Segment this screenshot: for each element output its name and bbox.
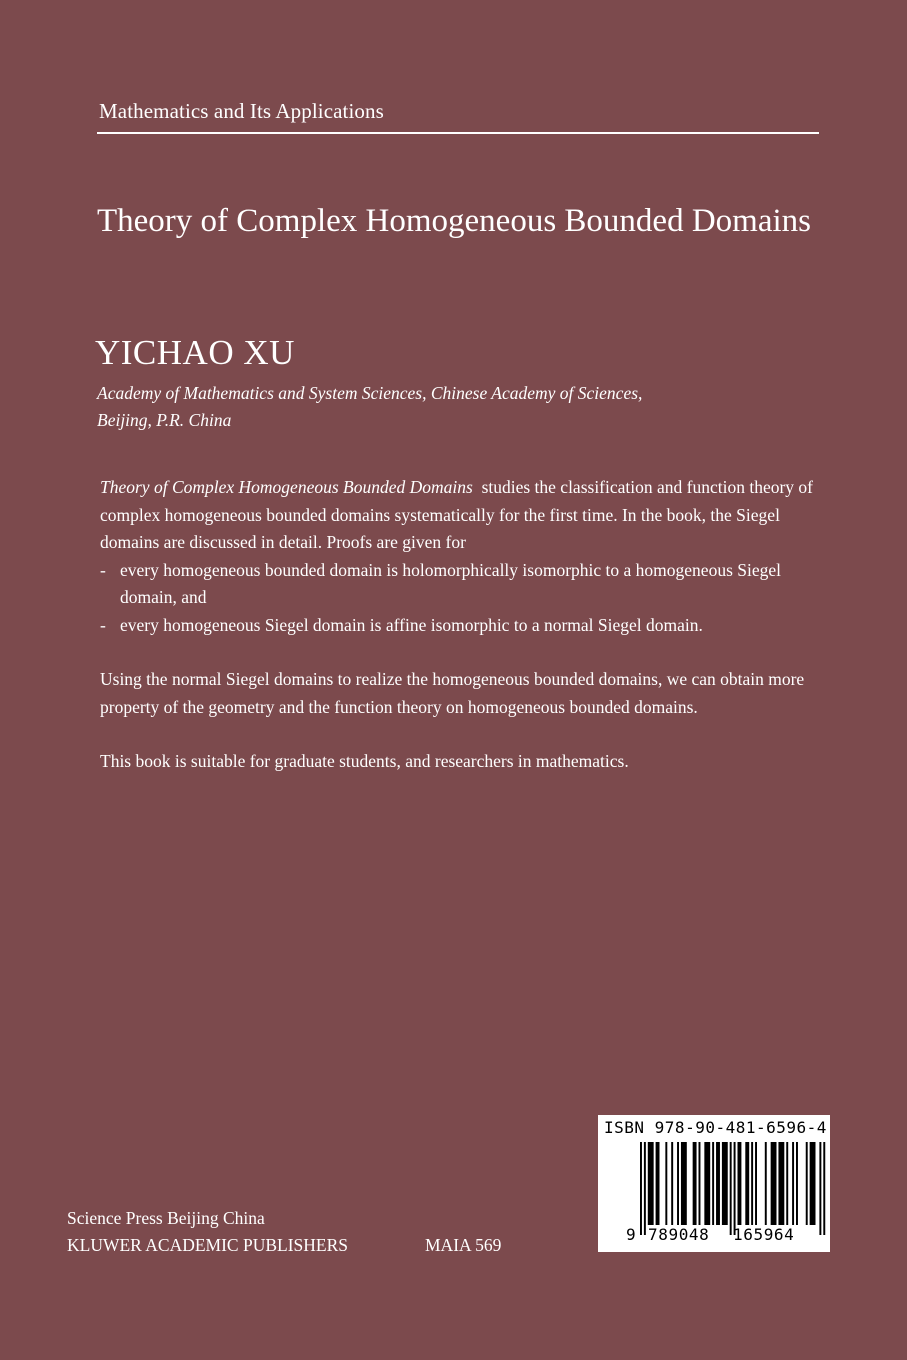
- barcode-bar: [648, 1142, 654, 1225]
- affiliation-line-1: Academy of Mathematics and System Sciences, Chinese Academy of Sciences,: [97, 383, 643, 403]
- series-name: Mathematics and Its Applications: [99, 99, 384, 123]
- ean-first-digit: 9: [626, 1225, 636, 1244]
- barcode-guard-bar: [730, 1142, 732, 1235]
- description-intro: [100, 474, 840, 557]
- barcode-bar: [778, 1142, 784, 1225]
- barcode-bar: [699, 1142, 701, 1225]
- barcode-bar: [738, 1142, 742, 1225]
- barcode-bar: [765, 1142, 767, 1225]
- barcode-bar: [712, 1142, 714, 1225]
- barcode-bar: [806, 1142, 808, 1225]
- description-bullet-1: [100, 557, 840, 612]
- barcode-bar: [751, 1142, 753, 1225]
- barcode-bar: [656, 1142, 660, 1225]
- barcode-bar: [716, 1142, 720, 1225]
- barcode-guard-bar: [823, 1142, 825, 1235]
- ean-right-digits: 165964: [733, 1225, 795, 1244]
- bullet-marker: -: [100, 614, 106, 635]
- description-intro-title: Theory of Complex Homogeneous Bounded Domains: [100, 477, 473, 497]
- barcode-bar: [771, 1142, 777, 1225]
- description-bullet-2: [100, 612, 840, 640]
- affiliation-line-2: Beijing, P.R. China: [97, 410, 232, 430]
- description-intro-text: studies the classification and function theory of complex homogeneous bounded domains systematically for the first time. In the book, the Siegel domains are discussed in detail. Proofs are given for: [100, 477, 814, 552]
- description-paragraph-2: Using the normal Siegel domains to realize the homogeneous bounded domains, we can obtain more property of the geometry and the function theory on homogeneous bounded domains.: [100, 669, 805, 717]
- series-code: MAIA 569: [425, 1235, 502, 1255]
- barcode-bar: [810, 1142, 816, 1225]
- publisher-name: KLUWER ACADEMIC PUBLISHERS: [67, 1235, 348, 1255]
- barcode-guard-bar: [819, 1142, 821, 1235]
- barcode-bar: [693, 1142, 697, 1225]
- barcode-guard-bar: [734, 1142, 736, 1235]
- barcode-bar: [665, 1142, 667, 1225]
- bullet-text: every homogeneous bounded domain is holomorphically isomorphic to a homogeneous Siegel domain, and: [120, 559, 781, 607]
- isbn-barcode: [598, 1115, 830, 1252]
- barcode-bar: [671, 1142, 673, 1225]
- publisher-line-1: Science Press Beijing China: [67, 1208, 265, 1228]
- publisher-footer: [67, 1205, 501, 1259]
- barcode-bar: [681, 1142, 687, 1225]
- publisher-line-2: [67, 1232, 501, 1259]
- author-affiliation: [97, 380, 837, 434]
- barcode-bar: [786, 1142, 788, 1225]
- barcode-bar: [722, 1142, 728, 1225]
- barcode-bar: [755, 1142, 757, 1225]
- series-rule: [97, 132, 819, 134]
- ean-left-digits: 789048: [648, 1225, 710, 1244]
- book-description: [100, 474, 840, 776]
- book-title: Theory of Complex Homogeneous Bounded Domains: [97, 203, 811, 239]
- bullet-text: every homogeneous Siegel domain is affine isomorphic to a normal Siegel domain.: [120, 614, 703, 635]
- bullet-marker: -: [100, 559, 106, 580]
- barcode-bar: [677, 1142, 679, 1225]
- description-paragraph-3: This book is suitable for graduate students, and researchers in mathematics.: [100, 751, 629, 771]
- barcode-bar: [792, 1142, 794, 1225]
- author-name: YICHAO XU: [95, 333, 295, 372]
- barcode-guard-bar: [644, 1142, 646, 1235]
- barcode-bar: [745, 1142, 749, 1225]
- barcode-bar: [704, 1142, 710, 1225]
- isbn-label: ISBN 978-90-481-6596-4: [604, 1118, 827, 1137]
- barcode-bar: [796, 1142, 798, 1225]
- barcode-guard-bar: [640, 1142, 642, 1235]
